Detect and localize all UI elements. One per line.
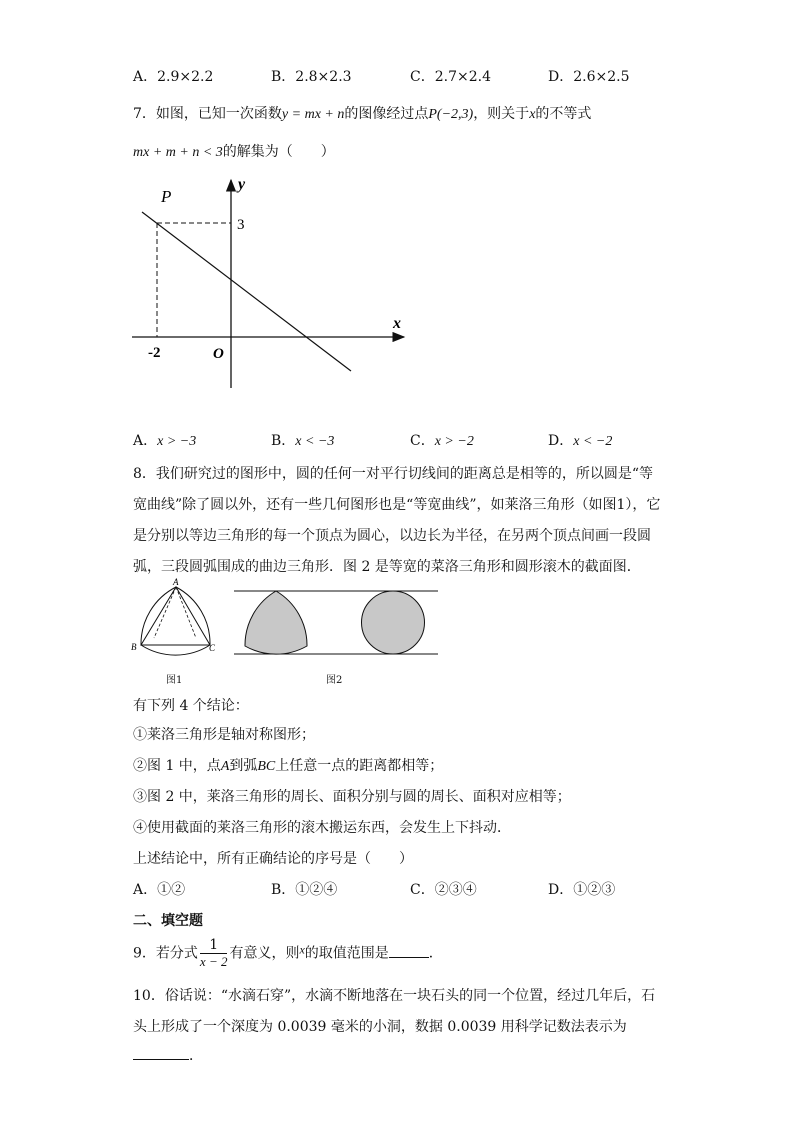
- q7-suffix2: 的不等式: [535, 106, 592, 122]
- q8-option-a: A．①②: [133, 882, 186, 898]
- q9-mid: 有意义，则: [229, 945, 300, 962]
- q8-option-d: D．①②③: [548, 882, 616, 898]
- q7-prefix: 7．如图，已知一次函数: [133, 106, 282, 122]
- q10-line3: ．: [133, 1045, 203, 1065]
- q7-stem-line2: [133, 141, 335, 161]
- q8-intro: 有下列 4 个结论：: [133, 698, 249, 714]
- q7-tail: 的解集为（ ）: [222, 144, 335, 160]
- function-line: [142, 212, 351, 371]
- label-x: x: [393, 315, 401, 332]
- q7-option-d: D．x < −2: [548, 433, 613, 449]
- q6-option-d: D．2.6×2.5: [548, 69, 630, 85]
- fig1-caption: 图1: [166, 675, 183, 686]
- q6-option-c: C．2.7×2.4: [410, 69, 491, 85]
- q7-option-c: C．x > −2: [410, 433, 474, 449]
- q9-var: x: [299, 942, 305, 957]
- q7-graph: [130, 170, 415, 395]
- label-neg2: -2: [148, 345, 161, 361]
- section-title: 二、填空题: [133, 913, 203, 929]
- q7-option-a: A．x > −3: [133, 433, 197, 449]
- q7-stem-line1: [133, 103, 591, 123]
- q6-option-a: A．2.9×2.2: [133, 69, 214, 85]
- q7-suffix: ，则关于: [473, 106, 530, 122]
- q9: 9．若分式 $\frac{1}{x - 2}$ 有意义，则x的取值范围是 ．: [133, 937, 443, 969]
- q7-option-d-math: x < −2: [573, 434, 613, 449]
- q8-line3: 是分别以等边三角形的每一个顶点为圆心，以边长为半径，在另两个顶点间画一段圆: [133, 528, 651, 544]
- reuleaux-shape: [245, 591, 307, 654]
- q7-point: P(−2,3): [428, 107, 474, 122]
- q9-suffix: 的取值范围是: [304, 945, 389, 962]
- q10-line1: 10．俗话说：“水滴石穿”，水滴不断地落在一块石头的同一个位置，经过几年后，石: [133, 988, 656, 1004]
- q7-option-a-math: x > −3: [157, 434, 197, 449]
- q7-var: x: [529, 107, 536, 122]
- q7-option-b: B．x < −3: [271, 433, 335, 449]
- q8-line2: 宽曲线”除了圆以外，还有一些几何图形也是“等宽曲线”，如莱洛三角形（如图1），它: [133, 497, 661, 513]
- q9-fraction: [200, 938, 228, 969]
- vertex-a: A: [173, 578, 179, 587]
- q9-fraction-den: x − 2: [199, 954, 228, 969]
- label-p: P: [161, 187, 172, 206]
- q8-option-c: C．②③④: [410, 882, 477, 898]
- label-origin: O: [213, 346, 224, 362]
- inner-triangle: [141, 587, 210, 645]
- q8-conclusion-2: ②图 1 中，点A到弧BC上任意一点的距离都相等；: [133, 758, 444, 774]
- q7-function: y = mx + n: [281, 107, 345, 122]
- q8-ask: 上述结论中，所有正确结论的序号是（ ）: [133, 851, 413, 867]
- vertex-c: C: [209, 643, 216, 653]
- q8-line4: 弧，三段圆弧围成的曲边三角形．图 2 是等宽的菜洛三角形和圆形滚木的截面图．: [133, 559, 641, 575]
- q8-line1: 8．我们研究过的图形中，圆的任何一对平行切线间的距离总是相等的，所以圆是“等: [133, 466, 654, 482]
- q7-option-c-math: x > −2: [434, 434, 474, 449]
- q9-prefix: 9．若分式: [133, 945, 198, 962]
- q9-answer-blank[interactable]: [389, 943, 429, 958]
- circle-shape: [362, 591, 425, 654]
- q10-answer-blank[interactable]: [133, 1045, 189, 1060]
- label-y: y: [238, 176, 246, 193]
- q6-option-b: B．2.8×2.3: [271, 69, 352, 85]
- q7-option-b-math: x < −3: [295, 434, 335, 449]
- q8-figure2: [230, 585, 442, 660]
- q8-conclusion-1: ①莱洛三角形是轴对称图形；: [133, 727, 315, 743]
- q7-mid: 的图像经过点: [344, 106, 429, 122]
- q7-inequality: mx + m + n < 3: [133, 145, 223, 160]
- label-3: 3: [237, 217, 245, 233]
- q8-option-b: B．①②④: [271, 882, 338, 898]
- q9-fraction-num: 1: [200, 938, 228, 954]
- q8-figure1: [128, 578, 220, 660]
- vertex-b: B: [131, 642, 137, 652]
- q8-conclusion-4: ④使用截面的莱洛三角形的滚木搬运东西，会发生上下抖动．: [133, 820, 511, 836]
- fig2-caption: 图2: [326, 675, 343, 686]
- q8-conclusion-3: ③图 2 中，莱洛三角形的周长、面积分别与圆的周长、面积对应相等；: [133, 789, 571, 805]
- q10-line2: 头上形成了一个深度为 0.0039 毫米的小洞，数据 0.0039 用科学记数法表示为: [133, 1019, 627, 1035]
